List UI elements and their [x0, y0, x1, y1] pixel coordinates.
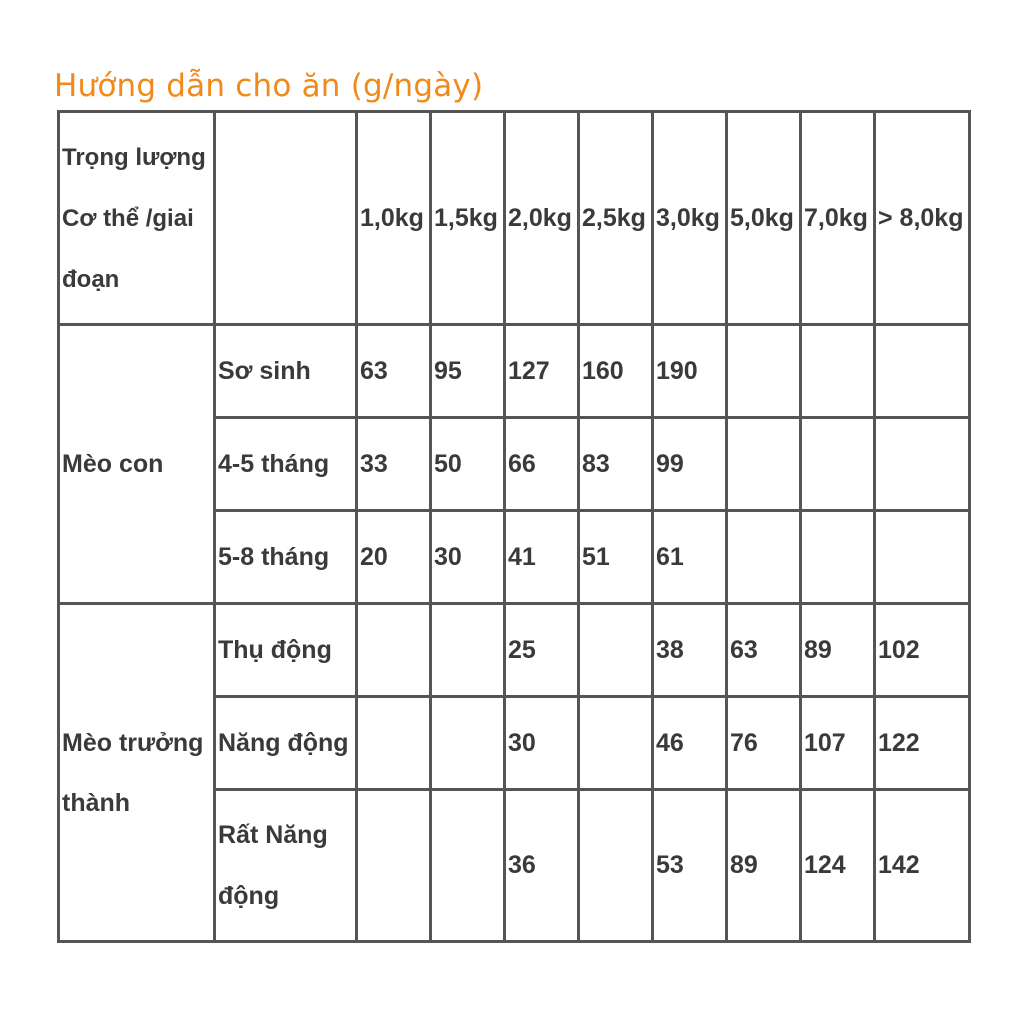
weight-header-cell: 1,5kg — [431, 112, 505, 325]
value-cell — [431, 790, 505, 942]
value-cell: 36 — [505, 790, 579, 942]
value-cell: 25 — [505, 604, 579, 697]
weight-header-cell: 7,0kg — [801, 112, 875, 325]
value-cell: 76 — [727, 697, 801, 790]
value-cell: 30 — [505, 697, 579, 790]
value-cell: 63 — [357, 325, 431, 418]
value-cell: 107 — [801, 697, 875, 790]
page-title: Hướng dẫn cho ăn (g/ngày) — [54, 68, 484, 104]
value-cell — [431, 604, 505, 697]
value-cell: 66 — [505, 418, 579, 511]
value-cell — [727, 418, 801, 511]
value-cell — [579, 604, 653, 697]
value-cell — [801, 325, 875, 418]
value-cell — [579, 697, 653, 790]
value-cell: 95 — [431, 325, 505, 418]
value-cell: 61 — [653, 511, 727, 604]
value-cell: 20 — [357, 511, 431, 604]
value-cell: 99 — [653, 418, 727, 511]
group-label-cell: Mèo trưởng thành — [59, 604, 215, 942]
value-cell — [357, 790, 431, 942]
value-cell — [727, 511, 801, 604]
group-label-cell: Mèo con — [59, 325, 215, 604]
value-cell: 160 — [579, 325, 653, 418]
empty-header-cell — [215, 112, 357, 325]
corner-header-cell: Trọng lượng Cơ thể /giai đoạn — [59, 112, 215, 325]
value-cell: 63 — [727, 604, 801, 697]
value-cell: 89 — [801, 604, 875, 697]
value-cell: 124 — [801, 790, 875, 942]
value-cell: 102 — [875, 604, 970, 697]
value-cell — [357, 604, 431, 697]
value-cell: 41 — [505, 511, 579, 604]
stage-cell: Rất Năng động — [215, 790, 357, 942]
table-row — [59, 604, 970, 697]
stage-cell: 5-8 tháng — [215, 511, 357, 604]
value-cell — [801, 511, 875, 604]
stage-cell: Năng động — [215, 697, 357, 790]
value-cell: 46 — [653, 697, 727, 790]
value-cell — [727, 325, 801, 418]
value-cell — [801, 418, 875, 511]
value-cell: 30 — [431, 511, 505, 604]
value-cell: 127 — [505, 325, 579, 418]
value-cell — [579, 790, 653, 942]
weight-header-cell: 2,5kg — [579, 112, 653, 325]
value-cell — [875, 511, 970, 604]
feeding-guide-table — [57, 110, 971, 943]
value-cell: 142 — [875, 790, 970, 942]
value-cell: 38 — [653, 604, 727, 697]
stage-cell: 4-5 tháng — [215, 418, 357, 511]
weight-header-cell: 3,0kg — [653, 112, 727, 325]
value-cell — [875, 325, 970, 418]
value-cell: 190 — [653, 325, 727, 418]
weight-header-cell: > 8,0kg — [875, 112, 970, 325]
stage-cell: Sơ sinh — [215, 325, 357, 418]
value-cell — [875, 418, 970, 511]
value-cell: 122 — [875, 697, 970, 790]
value-cell: 33 — [357, 418, 431, 511]
value-cell: 50 — [431, 418, 505, 511]
value-cell — [431, 697, 505, 790]
table-row — [59, 325, 970, 418]
weight-header-cell: 1,0kg — [357, 112, 431, 325]
value-cell: 53 — [653, 790, 727, 942]
value-cell — [357, 697, 431, 790]
weight-header-cell: 5,0kg — [727, 112, 801, 325]
value-cell: 89 — [727, 790, 801, 942]
weight-header-cell: 2,0kg — [505, 112, 579, 325]
value-cell: 83 — [579, 418, 653, 511]
value-cell: 51 — [579, 511, 653, 604]
stage-cell: Thụ động — [215, 604, 357, 697]
table-header-row — [59, 112, 970, 325]
